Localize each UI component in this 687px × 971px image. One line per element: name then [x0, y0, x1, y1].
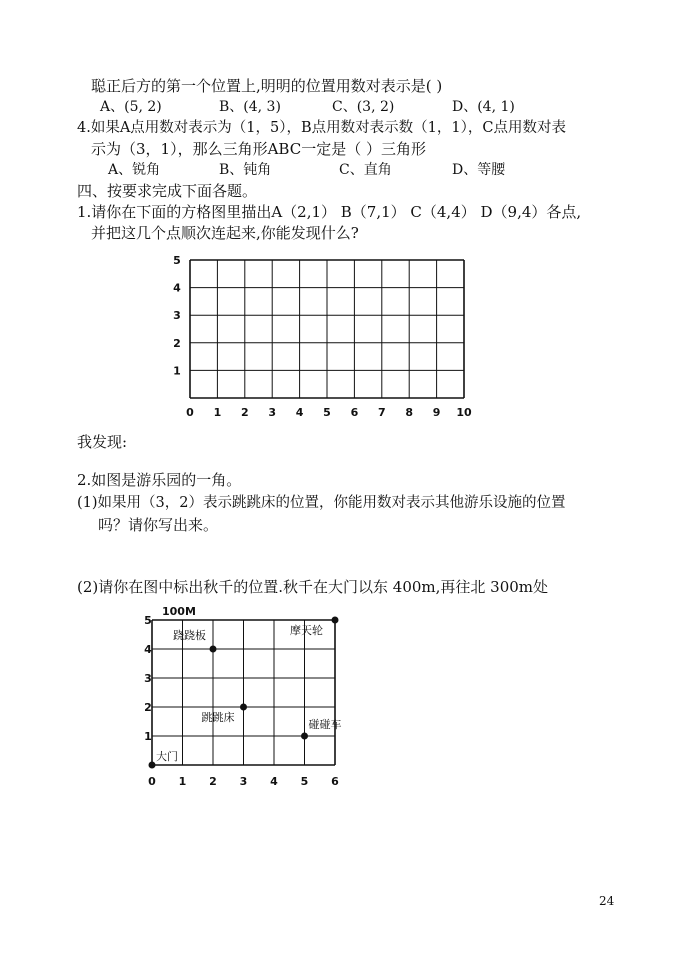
q4-option-d: D、等腰: [452, 162, 506, 178]
map-point-label: 跷跷板: [173, 629, 206, 642]
q3-option-c: C、(3, 2): [332, 99, 395, 115]
grid1-y-tick-label: 3: [173, 309, 181, 323]
map-point-marker: [149, 762, 156, 769]
q4-option-c: C、直角: [339, 162, 392, 178]
q4-line1: 4.如果A点用数对表示为（1，5），B点用数对表示数（1，1），C点用数对表: [77, 120, 566, 136]
map-point-label: 摩天轮: [290, 624, 323, 637]
q2-sub1-line1: (1)如果用（3，2）表示跳跳床的位置，你能用数对表示其他游乐设施的位置: [77, 495, 566, 511]
map-x-tick-label: 2: [209, 775, 217, 788]
grid1-x-tick-label: 8: [405, 406, 414, 419]
grid1-x-tick-label: 6: [350, 406, 359, 419]
map-point-label: 碰碰车: [308, 718, 342, 731]
map-y-tick-label: 4: [144, 643, 152, 656]
map-y-tick-label: 1: [144, 730, 152, 743]
map-point-marker: [332, 617, 339, 624]
map-point-label: 大门: [156, 750, 178, 763]
q3-tail-text: 聪正后方的第一个位置上,明明的位置用数对表示是( ): [91, 77, 443, 95]
map-x-tick-label: 4: [270, 775, 278, 788]
found-label: 我发现:: [77, 433, 128, 451]
grid1-x-tick-label: 3: [268, 406, 277, 419]
map-y-tick-label: 3: [144, 672, 152, 685]
grid1-y-tick-label: 4: [173, 281, 181, 295]
map-unit-label: 100M: [162, 605, 196, 618]
grid1-x-tick-label: 1: [213, 406, 222, 419]
grid1-y-tick-label: 5: [173, 255, 181, 267]
grid1-x-tick-label: 9: [432, 406, 441, 419]
grid1-x-tick-label: 5: [323, 406, 331, 419]
grid1-y-tick-label: 1: [173, 364, 181, 378]
amusement-park-map[interactable]: [135, 600, 370, 795]
grid1-y-tick-label: 2: [173, 336, 181, 350]
map-point-marker: [301, 733, 308, 740]
grid1-x-tick-label: 10: [456, 406, 472, 419]
map-y-tick-label: 2: [144, 701, 152, 714]
section4-heading: 四、按要求完成下面各题。: [77, 182, 258, 200]
map-point-marker: [210, 646, 217, 653]
q1-line2: 并把这几个点顺次连起来,你能发现什么?: [91, 224, 359, 242]
grid1-x-tick-label: 0: [186, 406, 194, 419]
map-x-tick-label: 1: [178, 775, 187, 788]
q3-option-d: D、(4, 1): [452, 99, 515, 115]
q2-sub2: (2)请你在图中标出秋千的位置.秋千在大门以东 400m,再往北 300m处: [77, 578, 549, 596]
coordinate-grid-1[interactable]: [165, 255, 485, 425]
q3-option-b: B、(4, 3): [219, 99, 281, 115]
map-x-tick-label: 3: [239, 775, 248, 788]
map-x-tick-label: 6: [331, 775, 339, 788]
grid1-x-tick-label: 4: [295, 406, 304, 419]
q2-intro: 2.如图是游乐园的一角。: [77, 471, 242, 489]
grid1-x-tick-label: 2: [240, 406, 249, 419]
map-x-tick-label: 0: [148, 775, 156, 788]
map-x-tick-label: 5: [300, 775, 309, 788]
map-point-marker: [240, 704, 247, 711]
page-number: 24: [599, 894, 615, 908]
q4-option-b: B、钝角: [219, 162, 272, 178]
map-point-label: 跳跳床: [201, 711, 235, 724]
q1-line1: 1.请你在下面的方格图里描出A（2,1） B（7,1） C（4,4） D（9,4）各点,: [77, 203, 582, 221]
q3-option-a: A、(5, 2): [100, 99, 162, 115]
q4-option-a: A、锐角: [108, 162, 161, 178]
q4-line2: 示为（3，1），那么三角形ABC一定是（ ）三角形: [91, 140, 426, 158]
map-y-tick-label: 5: [144, 614, 152, 627]
grid1-x-tick-label: 7: [377, 406, 386, 419]
q2-sub1-line2: 吗？请你写出来。: [98, 516, 219, 534]
